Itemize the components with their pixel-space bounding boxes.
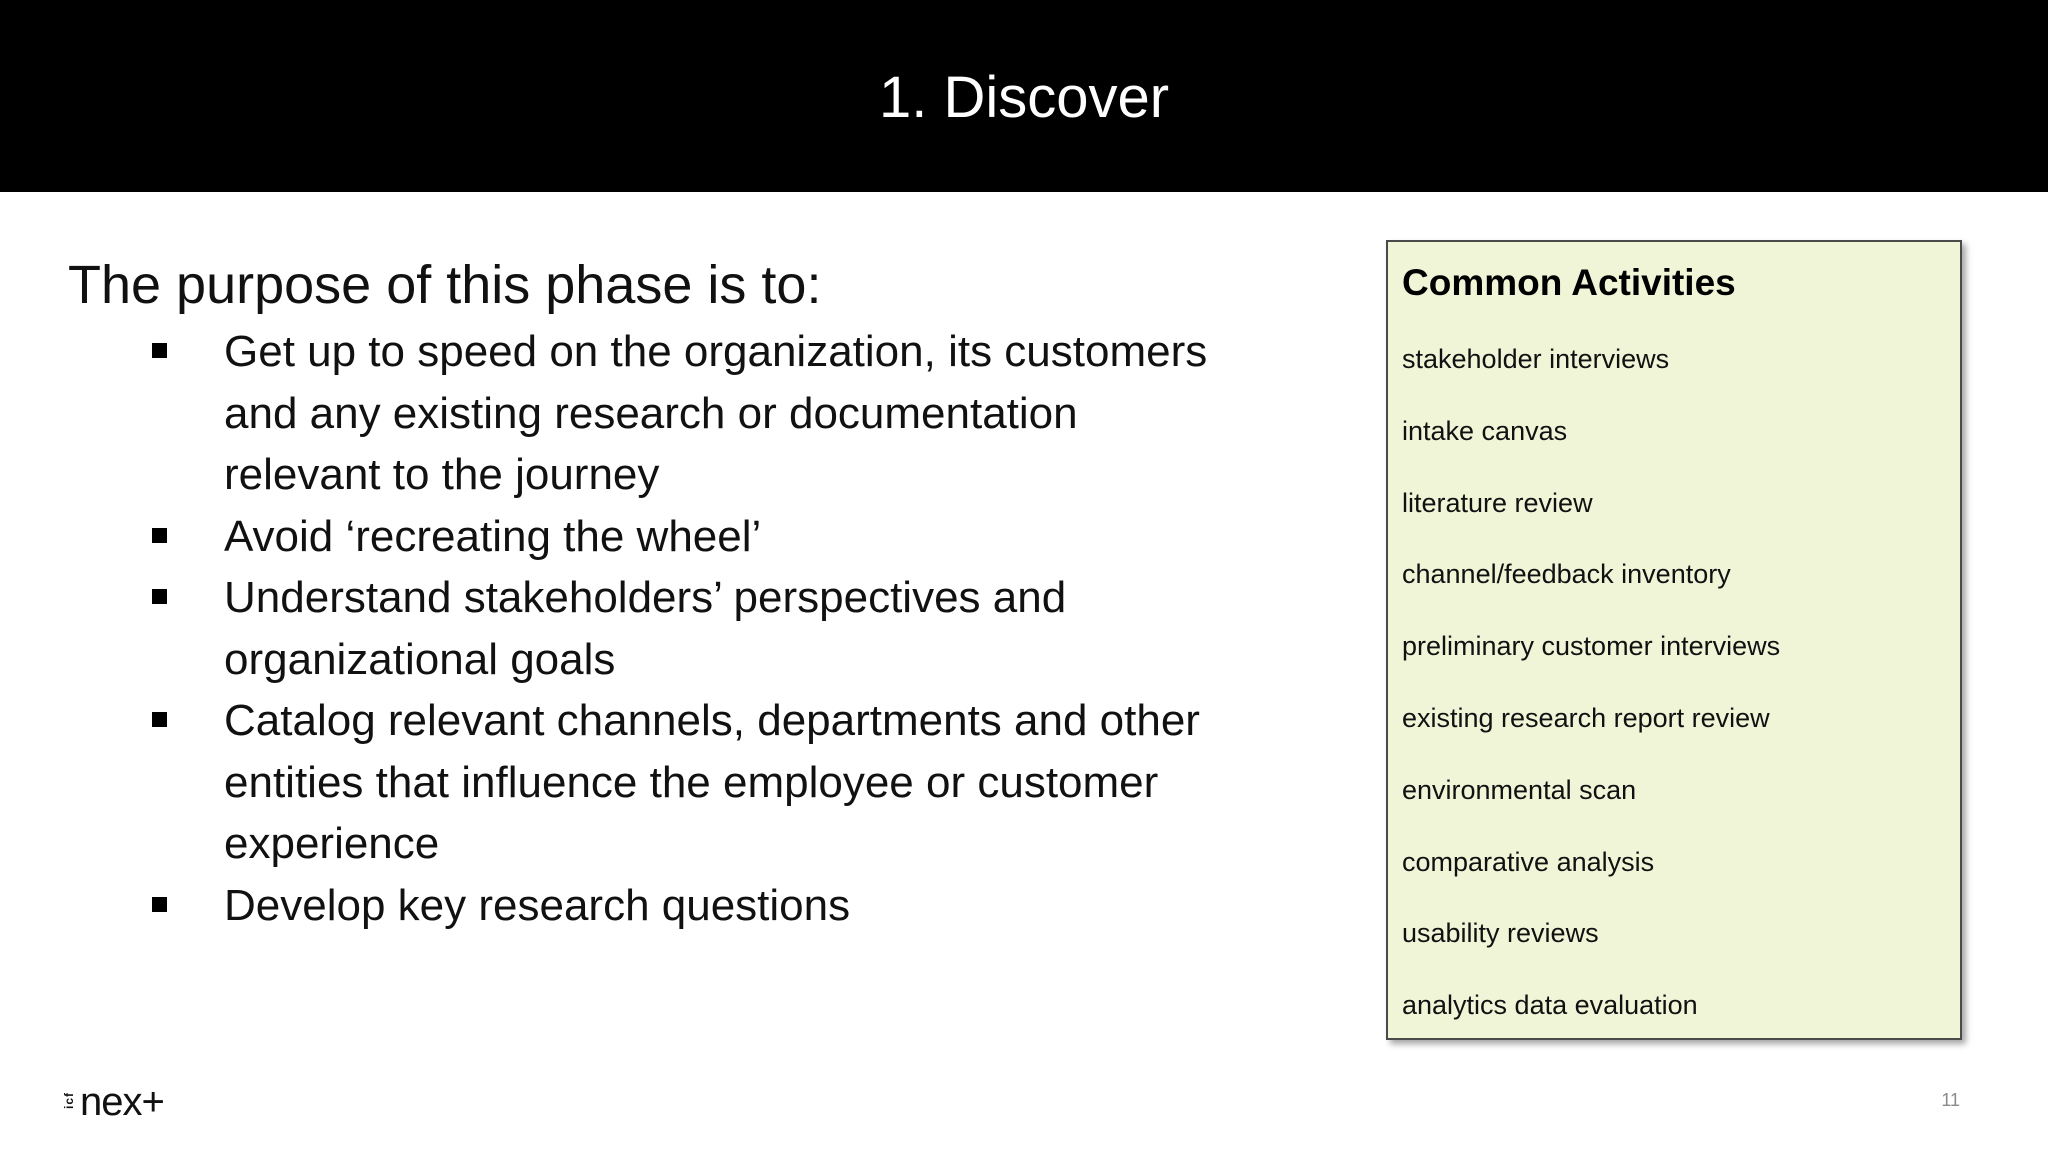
common-activities-box <box>1386 240 1962 1040</box>
logo-wordmark: nex+ <box>80 1080 164 1124</box>
icf-next-logo <box>62 1082 164 1122</box>
activity-item: usability reviews <box>1402 918 1599 949</box>
activity-item: existing research report review <box>1402 702 1770 733</box>
bullet-text: Understand stakeholders’ perspectives and organizational goals <box>224 573 1067 684</box>
bullet-text: Get up to speed on the organization, its customers and any existing research or documentation relevant to the journey <box>224 327 1208 499</box>
activity-item: analytics data evaluation <box>1402 990 1698 1021</box>
square-bullet-icon <box>152 589 167 604</box>
title-bar <box>0 0 2048 192</box>
square-bullet-icon <box>152 712 167 727</box>
activities-heading: Common Activities <box>1402 262 1736 303</box>
bullet-text: Catalog relevant channels, departments and other entities that influence the employee or customer experience <box>224 696 1200 868</box>
bullet-item <box>140 567 1220 690</box>
square-bullet-icon <box>152 528 167 543</box>
activity-item: channel/feedback inventory <box>1402 559 1731 590</box>
bullet-item <box>140 321 1220 506</box>
bullet-list <box>140 321 1220 936</box>
intro-text: The purpose of this phase is to: <box>68 255 822 315</box>
bullet-item <box>140 875 1220 937</box>
bullet-item <box>140 506 1220 568</box>
page-number: 11 <box>1941 1090 1960 1110</box>
activity-item: literature review <box>1402 487 1593 518</box>
activity-item: preliminary customer interviews <box>1402 631 1781 662</box>
square-bullet-icon <box>152 897 167 912</box>
activities-list <box>1402 342 1780 1060</box>
bullet-text: Avoid ‘recreating the wheel’ <box>224 511 762 561</box>
activity-item: stakeholder interviews <box>1402 344 1670 374</box>
activity-item: intake canvas <box>1402 415 1568 446</box>
slide-title: 1. Discover <box>878 65 1170 130</box>
activity-item: environmental scan <box>1402 774 1637 805</box>
activity-item: comparative analysis <box>1402 846 1655 877</box>
logo-icf-mark: icf <box>62 1091 76 1109</box>
bullet-text: Develop key research questions <box>224 880 851 930</box>
bullet-item <box>140 690 1220 875</box>
square-bullet-icon <box>152 343 167 358</box>
